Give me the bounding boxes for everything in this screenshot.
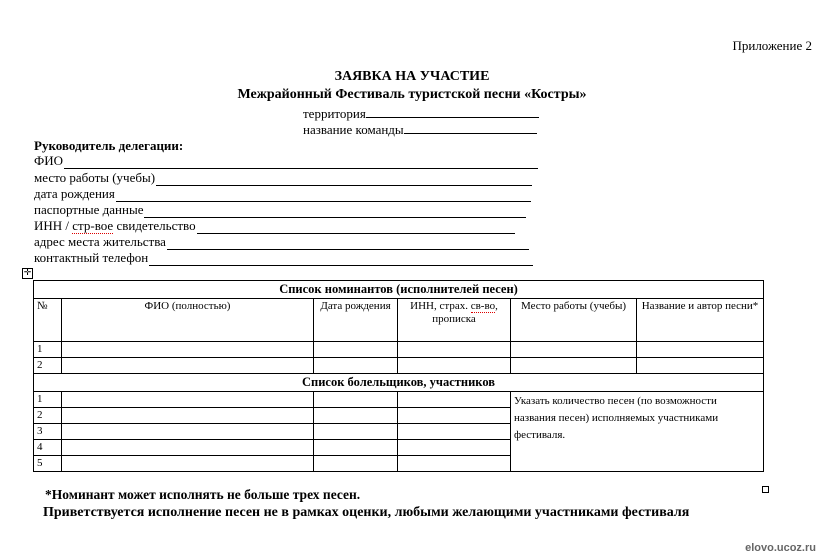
fan-row-number: 2 bbox=[34, 408, 62, 424]
header-inn-part1: ИНН, страх. bbox=[410, 300, 471, 312]
table-cell[interactable] bbox=[314, 342, 398, 358]
nominant-row-number: 2 bbox=[34, 358, 62, 374]
table-cell[interactable] bbox=[62, 440, 314, 456]
table-cell[interactable] bbox=[62, 392, 314, 408]
leader-phone-field[interactable] bbox=[34, 250, 533, 266]
header-inn-part2: , прописка bbox=[432, 300, 498, 325]
appendix-label: Приложение 2 bbox=[732, 38, 812, 53]
table-cell[interactable] bbox=[398, 440, 511, 456]
table-cell[interactable] bbox=[637, 358, 764, 374]
header-work: Место работы (учебы) bbox=[511, 299, 637, 342]
leader-passport-field[interactable] bbox=[34, 202, 526, 218]
leader-phone-line bbox=[149, 253, 533, 266]
leader-birth-field[interactable] bbox=[34, 186, 531, 202]
inn-label-prefix: ИНН / bbox=[34, 218, 73, 233]
table-cell[interactable] bbox=[314, 358, 398, 374]
table-cell[interactable] bbox=[314, 440, 398, 456]
document-title: ЗАЯВКА НА УЧАСТИЕ bbox=[334, 69, 490, 84]
leader-fio-field[interactable] bbox=[34, 153, 538, 169]
fans-section-title: Список болельщиков, участников bbox=[34, 374, 764, 392]
territory-label: территория bbox=[303, 106, 366, 121]
table-cell[interactable] bbox=[637, 342, 764, 358]
leader-passport-label: паспортные данные bbox=[34, 202, 144, 217]
leader-heading: Руководитель делегации: bbox=[34, 138, 184, 153]
table-cell[interactable] bbox=[511, 342, 637, 358]
footnote-welcome: Приветствуется исполнение песен не в рамках оценки, любыми желающими участниками фестиваля bbox=[43, 505, 690, 520]
leader-phone-label: контактный телефон bbox=[34, 250, 149, 265]
table-cell[interactable] bbox=[314, 392, 398, 408]
nominant-row[interactable] bbox=[34, 342, 764, 358]
table-cell[interactable] bbox=[314, 456, 398, 472]
table-cell[interactable] bbox=[398, 456, 511, 472]
nominants-section-title: Список номинантов (исполнителей песен) bbox=[34, 281, 764, 299]
nominant-row-number: 1 bbox=[34, 342, 62, 358]
table-cell[interactable] bbox=[398, 424, 511, 440]
table-cell[interactable] bbox=[62, 424, 314, 440]
table-cell[interactable] bbox=[62, 342, 314, 358]
leader-address-field[interactable] bbox=[34, 234, 529, 250]
team-name-label: название команды bbox=[303, 122, 404, 137]
table-cell[interactable] bbox=[314, 424, 398, 440]
leader-inn-line bbox=[197, 221, 515, 234]
leader-birth-label: дата рождения bbox=[34, 186, 115, 201]
footnote-nominant: *Номинант может исполнять не больше трех песен. bbox=[45, 487, 361, 502]
document-subtitle: Межрайонный Фестиваль туристской песни «Костры» bbox=[237, 87, 587, 102]
leader-work-field[interactable] bbox=[34, 170, 532, 186]
table-cell[interactable] bbox=[62, 408, 314, 424]
header-inn-spellmarked: св-во bbox=[470, 300, 496, 312]
table-cell[interactable] bbox=[511, 358, 637, 374]
territory-field[interactable] bbox=[303, 105, 539, 122]
table-cell[interactable] bbox=[62, 358, 314, 374]
leader-birth-line bbox=[116, 189, 531, 202]
table-cell[interactable] bbox=[398, 358, 511, 374]
inn-label-spellmarked: стр-вое bbox=[72, 218, 114, 233]
leader-passport-line bbox=[144, 205, 526, 218]
application-table bbox=[33, 280, 764, 472]
watermark: elovo.ucoz.ru bbox=[745, 542, 816, 554]
fan-row-number: 1 bbox=[34, 392, 62, 408]
territory-line bbox=[366, 105, 539, 118]
header-num: № bbox=[34, 299, 62, 342]
team-name-field[interactable] bbox=[303, 121, 537, 138]
nominant-row[interactable] bbox=[34, 358, 764, 374]
header-fio: ФИО (полностью) bbox=[62, 299, 314, 342]
songs-note: Указать количество песен (по возможности названия песен) исполняемых участниками фестиваля. bbox=[511, 392, 764, 472]
header-birth: Дата рождения bbox=[314, 299, 398, 342]
leader-fio-line bbox=[64, 156, 538, 169]
leader-address-label: адрес места жительства bbox=[34, 234, 166, 249]
leader-fio-label: ФИО bbox=[34, 153, 64, 168]
table-cell[interactable] bbox=[398, 408, 511, 424]
leader-work-label: место работы (учебы) bbox=[34, 170, 156, 185]
resize-square-icon[interactable] bbox=[762, 486, 769, 493]
fan-row-number: 3 bbox=[34, 424, 62, 440]
fan-row[interactable] bbox=[34, 392, 764, 408]
leader-work-line bbox=[156, 173, 532, 186]
leader-address-line bbox=[167, 237, 529, 250]
header-song: Название и автор песни* bbox=[637, 299, 764, 342]
team-name-line bbox=[404, 121, 537, 134]
leader-inn-field[interactable] bbox=[34, 218, 515, 234]
fan-row-number: 5 bbox=[34, 456, 62, 472]
fan-row-number: 4 bbox=[34, 440, 62, 456]
leader-inn-label bbox=[34, 218, 196, 234]
header-inn bbox=[398, 299, 511, 342]
table-cell[interactable] bbox=[62, 456, 314, 472]
table-cell[interactable] bbox=[398, 392, 511, 408]
table-cell[interactable] bbox=[398, 342, 511, 358]
inn-label-suffix: свидетельство bbox=[113, 218, 196, 233]
table-cell[interactable] bbox=[314, 408, 398, 424]
nominants-header-row bbox=[34, 299, 764, 342]
move-cross-icon[interactable]: ✛ bbox=[23, 268, 32, 278]
